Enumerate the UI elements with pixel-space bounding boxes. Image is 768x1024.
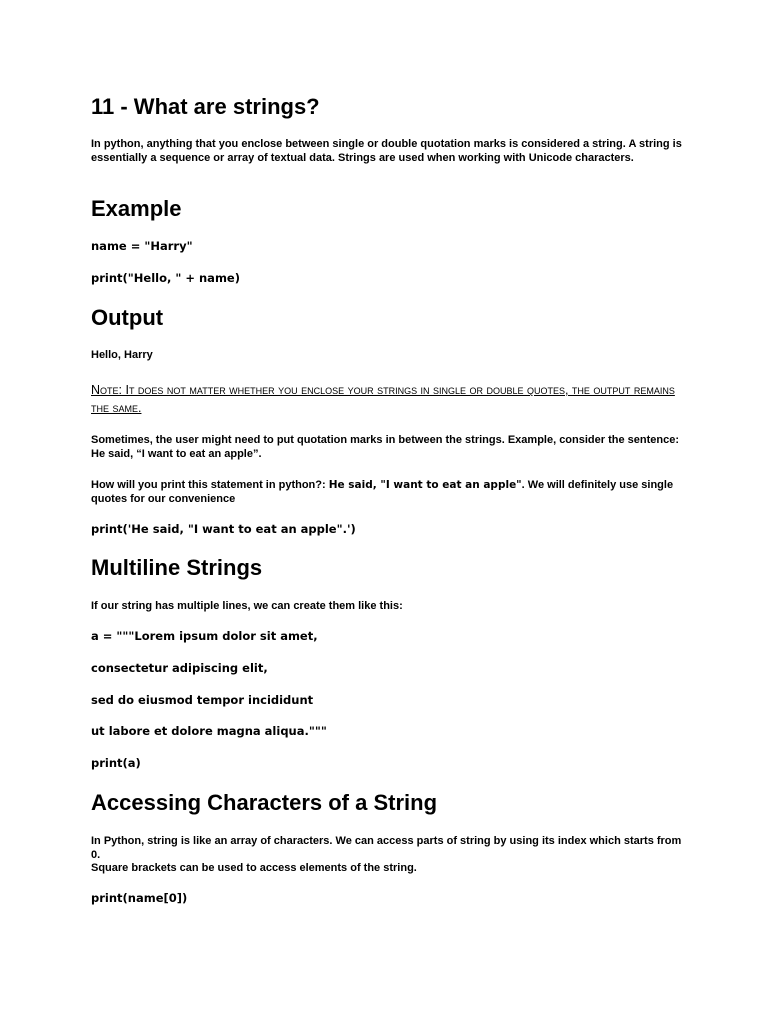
note-text: Note: It does not matter whether you enclose your strings in single or double quotes, the output remains the same. [91, 383, 675, 415]
output-result: Hello, Harry [91, 349, 153, 361]
intro-paragraph: In python, anything that you enclose between single or double quotation marks is considered a string. A string is essentially a sequence or array of textual data. Strings are used when working with Unicode characters. [91, 138, 682, 164]
multiline-code-line-5: print(a) [91, 756, 141, 770]
print-question-end: . We will definitely use single quotes for our convenience [91, 479, 674, 505]
print-question-start: How will you print this statement in python?: [91, 479, 329, 491]
quotation-paragraph: Sometimes, the user might need to put quotation marks in between the strings. Example, consider the sentence: He said, “I want to eat an apple”. [91, 434, 680, 460]
print-question-code: He said, "I want to eat an apple" [328, 479, 522, 491]
accessing-paragraph-1: In Python, string is like an array of characters. We can access parts of string by using its index which starts from 0. [91, 835, 682, 861]
output-heading: Output [91, 305, 164, 330]
example-code-line-2: print("Hello, " + name) [91, 271, 240, 285]
example-code-line-1: name = "Harry" [91, 239, 193, 253]
multiline-code-line-1: a = """Lorem ipsum dolor sit amet, [91, 629, 318, 643]
print-question-paragraph [91, 479, 691, 506]
multiline-code-line-2: consectetur adipiscing elit, [91, 661, 268, 675]
quote-code-line: print('He said, "I want to eat an apple".') [91, 522, 356, 536]
accessing-code-line: print(name[0]) [91, 891, 188, 905]
multiline-code-line-3: sed do eiusmod tempor incididunt [91, 693, 314, 707]
multiline-intro: If our string has multiple lines, we can create them like this: [91, 600, 403, 612]
example-heading: Example [91, 196, 182, 221]
multiline-code-line-4: ut labore et dolore magna aliqua.""" [91, 724, 327, 738]
accessing-paragraph-2: Square brackets can be used to access elements of the string. [91, 862, 417, 874]
multiline-heading: Multiline Strings [91, 555, 263, 580]
accessing-heading: Accessing Characters of a String [91, 790, 438, 815]
page-title: 11 - What are strings? [91, 94, 320, 119]
